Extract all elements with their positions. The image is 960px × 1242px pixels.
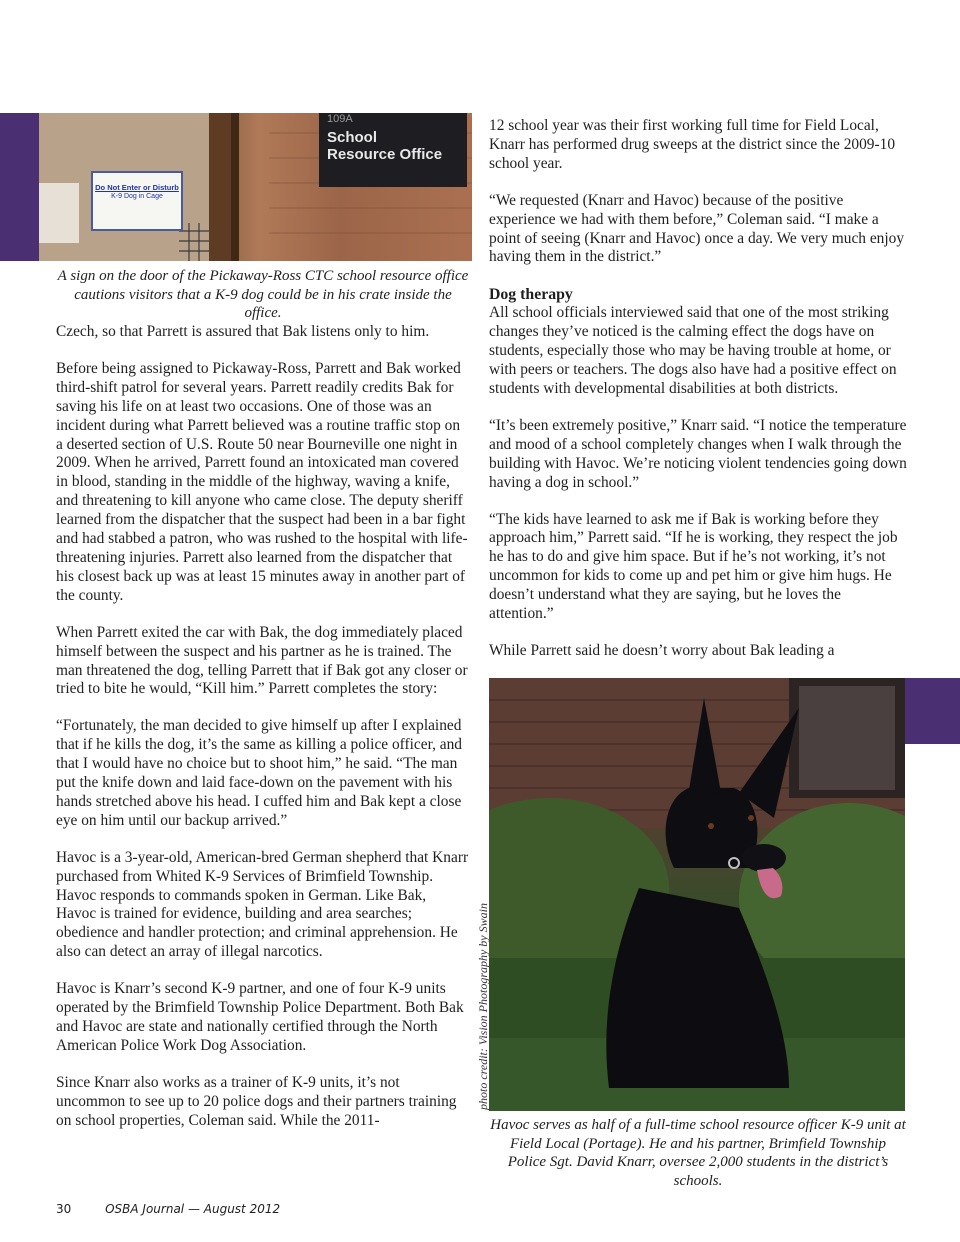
right-paragraph: All school officials interviewed said that one of the most striking changes they’ve noticed is the calming effect the dogs have on students, especially those who may be having trouble at home, or with peers or teachers. The dogs also have had a positive effect on students with developmental disabilities at both districts. [489, 304, 897, 397]
right-paragraph: 12 school year was their first working full time for Field Local, Knarr has performed drug sweeps at the district since the 2009-10 school year. [489, 117, 896, 172]
section-heading: Dog therapy [489, 286, 573, 304]
sign-line-2: K-9 Dog in Cage [111, 193, 163, 200]
left-paragraph: Havoc is Knarr’s second K-9 partner, and one of four K-9 units operated by the Brimfield Township Police Department. Both Bak and Havoc are state and nationally certified through the North American Police Work Dog Association. [56, 980, 464, 1054]
left-accent-bar [0, 113, 39, 261]
office-door-number: 109A [327, 113, 353, 125]
right-accent-bar [905, 678, 960, 744]
right-paragraph: “We requested (Knarr and Havoc) because of the positive experience we had with them before,” Coleman said. “I make a point of seeing (Knarr and Havoc) once a day. We very much enjoy having them in the district.” [489, 191, 905, 266]
dog-photo [489, 678, 905, 1111]
dog-photo-caption: Havoc serves as half of a full-time school resource officer K-9 unit at Field Local (Portage). He and his partner, Brimfield Township Police Sgt. David Knarr, oversee 2,000 students in the district’s schools. [490, 1117, 906, 1189]
left-paragraph: When Parrett exited the car with Bak, the dog immediately placed himself between the suspect and his partner as he is trained. The man threatened the dog, telling Parrett that if Bak got any closer or tried to bite he would, “Kill him.” Parrett completes the story: [56, 623, 468, 698]
page-number: 30 [56, 1202, 72, 1216]
right-paragraph: While Parrett said he doesn’t worry about Bak leading a [489, 641, 835, 659]
office-sign-text: School Resource Office [327, 129, 443, 163]
left-photo-caption: A sign on the door of the Pickaway-Ross CTC school resource office cautions visitors that a K-9 dog could be in his crate inside the office. [57, 268, 469, 321]
left-paragraph: Since Knarr also works as a trainer of K-9 units, it’s not uncommon to see up to 20 police dogs and their partners training on school properties, Coleman said. While the 2011- [56, 1073, 457, 1129]
right-paragraph: “It’s been extremely positive,” Knarr said. “I notice the temperature and mood of a school completely changes when I walk through the building with Havoc. We’re noticing violent tendencies going down having a dog in school.” [489, 416, 907, 491]
left-paragraph: “Fortunately, the man decided to give himself up after I explained that if he kills the dog, it’s the same as killing a police officer, and that I would have no choice but to shoot him,” he said. “The man put the knife down and laid face-down on the pavement with his hands stretched above his head. I cuffed him and Bak kept a close eye on him until our backup arrived.” [56, 717, 462, 829]
right-paragraph: “The kids have learned to ask me if Bak is working before they approach him,” Parrett said. “If he is working, they respect the job he has to do and give him space. But if he’s not working, it’s not uncommon for kids to come up and pet him or give him hugs. He doesn’t understand what they are saying, but he loves the attention.” [489, 510, 898, 623]
publication-name: OSBA Journal — August 2012 [105, 1202, 281, 1216]
left-paragraph: Havoc is a 3-year-old, American-bred German shepherd that Knarr purchased from Whited K-9 Services of Brimfield Township. Havoc responds to commands spoken in German. Like Bak, Havoc is trained for evidence, building and area searches; obedience and handler protection; and criminal apprehension. He also can detect an array of illegal narcotics. [56, 848, 469, 961]
photo-credit: photo credit: Vision Photography by Swain [476, 903, 490, 1110]
left-column [56, 323, 470, 1149]
do-not-disturb-sign [91, 171, 183, 231]
left-paragraph: Czech, so that Parrett is assured that Bak listens only to him. [56, 323, 430, 340]
page-footer [56, 1202, 310, 1216]
office-door-photo [39, 113, 472, 261]
right-column-top [489, 117, 907, 679]
office-sign [319, 113, 467, 187]
left-paragraph: Before being assigned to Pickaway-Ross, Parrett and Bak worked third-shift patrol for several years. Parrett readily credits Bak for saving his life on at least two occasions. One of those was an incident during what Parrett believed was a routine traffic stop on a deserted section of U.S. Route 50 near Bourneville one night in 2009. When he arrived, Parrett found an intoxicated man covered in blood, standing in the middle of the highway, waving a knife, and threatening to kill anyone who came close. The deputy sheriff learned from the dispatcher that the suspect had been in a bar fight and had stabbed a patron, who was rushed to the hospital with life-threatening injuries. Parrett also learned from the dispatcher that his closest back up was at least 15 minutes away in another part of the county. [56, 359, 468, 604]
sign-line-1: Do Not Enter or Disturb [95, 183, 179, 192]
